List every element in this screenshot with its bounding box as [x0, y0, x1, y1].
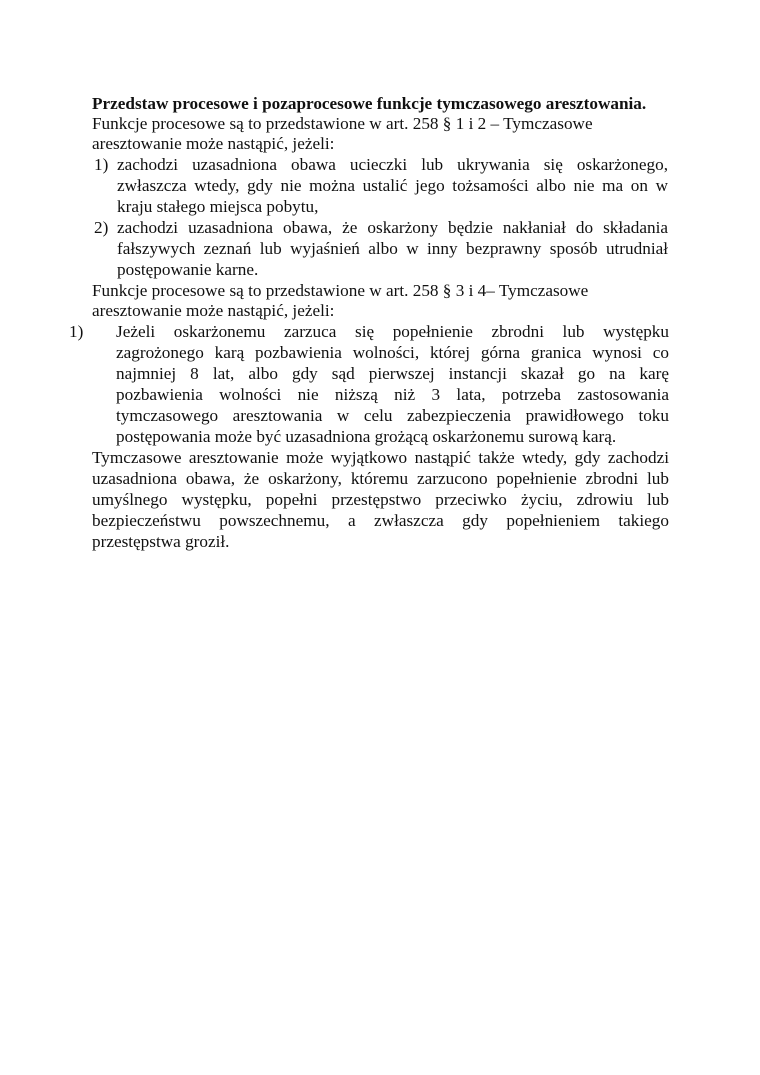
list2-item-1-line-5: tymczasowego aresztowania w celu zabezpieczenia prawidłowego toku — [116, 406, 669, 425]
list2-item-1-line-4: pozbawienia wolności nie niższą niż 3 lata, potrzeba zastosowania — [116, 385, 669, 404]
list1-item-2-number: 2) — [94, 218, 109, 237]
list1-item-1-line-1: zachodzi uzasadniona obawa ucieczki lub ukrywania się oskarżonego, — [117, 155, 668, 174]
list1-item-1-line-2: zwłaszcza wtedy, gdy nie można ustalić jego tożsamości albo nie ma on w — [117, 176, 668, 195]
list2-item-1-number: 1) — [69, 322, 84, 341]
intro2-line-2: aresztowanie może nastąpić, jeżeli: — [92, 301, 335, 320]
list1-item-1-number: 1) — [94, 155, 109, 174]
closing-line-5: przestępstwa groził. — [92, 532, 230, 551]
list1-item-2-line-3: postępowanie karne. — [117, 260, 259, 279]
document-title: Przedstaw procesowe i pozaprocesowe funkcje tymczasowego aresztowania. — [92, 94, 647, 113]
intro1-line-2: aresztowanie może nastąpić, jeżeli: — [92, 134, 335, 153]
list2-item-1-line-1: Jeżeli oskarżonemu zarzuca się popełnienie zbrodni lub występku — [116, 322, 669, 341]
list1-item-2-line-1: zachodzi uzasadniona obawa, że oskarżony będzie nakłaniał do składania — [117, 218, 668, 237]
intro1-line-1: Funkcje procesowe są to przedstawione w art. 258 § 1 i 2 – Tymczasowe — [92, 114, 593, 133]
list2-item-1-line-6: postępowania może być uzasadniona grożącą oskarżonemu surową karą. — [116, 427, 617, 446]
intro2-line-1: Funkcje procesowe są to przedstawione w art. 258 § 3 i 4– Tymczasowe — [92, 281, 589, 300]
list2-item-1-line-3: najmniej 8 lat, albo gdy sąd pierwszej instancji skazał go na karę — [116, 364, 669, 383]
list1-item-2-line-2: fałszywych zeznań lub wyjaśnień albo w inny bezprawny sposób utrudniał — [117, 239, 668, 258]
list2-item-1-line-2: zagrożonego karą pozbawienia wolności, której górna granica wynosi co — [116, 343, 669, 362]
list1-item-1-line-3: kraju stałego miejsca pobytu, — [117, 197, 319, 216]
closing-line-4: bezpieczeństwu powszechnemu, a zwłaszcza gdy popełnieniem takiego — [92, 511, 669, 530]
closing-line-2: uzasadniona obawa, że oskarżony, któremu zarzucono popełnienie zbrodni lub — [92, 469, 669, 488]
closing-line-3: umyślnego występku, popełni przestępstwo przeciwko życiu, zdrowiu lub — [92, 490, 669, 509]
closing-line-1: Tymczasowe aresztowanie może wyjątkowo nastąpić także wtedy, gdy zachodzi — [92, 448, 669, 467]
